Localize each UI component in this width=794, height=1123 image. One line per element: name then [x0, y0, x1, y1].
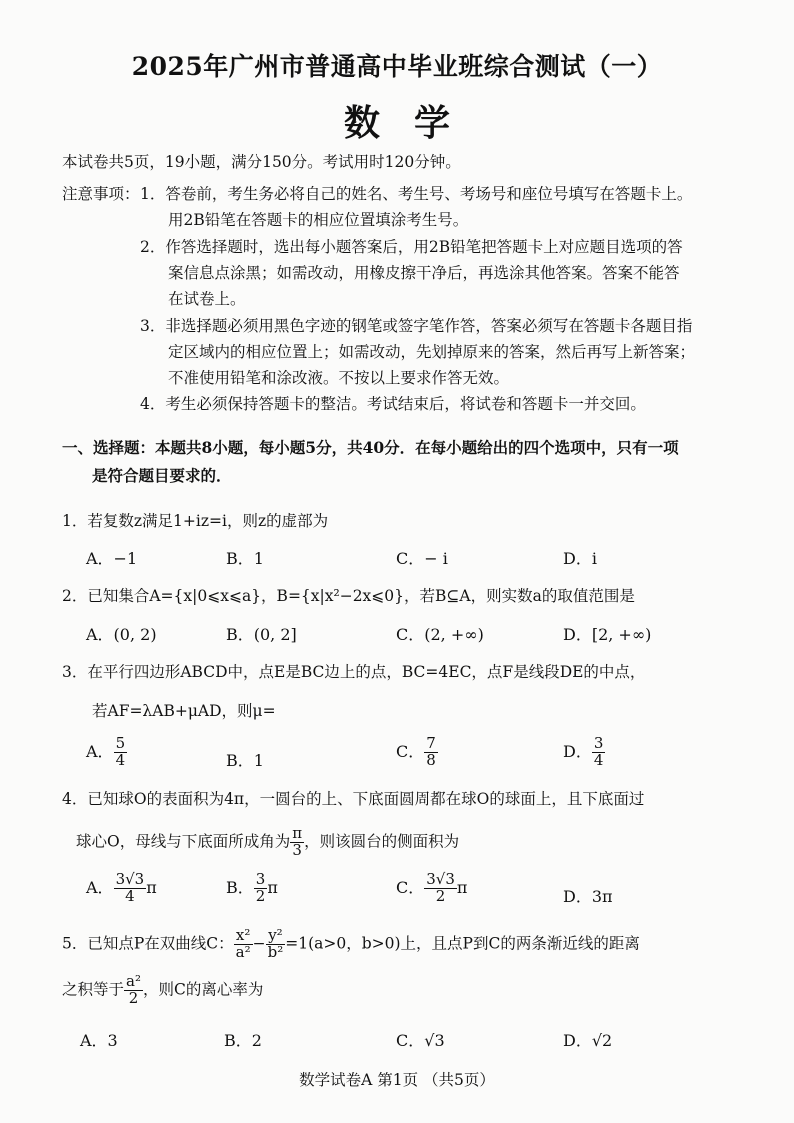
q5-option-a: A．3: [80, 1031, 118, 1050]
exam-intro: 本试卷共5页，19小题，满分150分。考试用时120分钟。: [62, 153, 461, 171]
q1-option-d: D．i: [563, 549, 597, 568]
q2-option-b: B．(0, 2]: [226, 625, 297, 644]
q5-option-c: C．√3: [396, 1031, 445, 1050]
q3-option-b: B．1: [226, 751, 264, 770]
notice-line: 1．答卷前，考生务必将自己的姓名、考生号、考场号和座位号填写在答题卡上。: [140, 185, 693, 203]
section-heading: 一、选择题：本题共8小题，每小题5分，共40分．在每小题给出的四个选项中，只有一项: [62, 438, 679, 457]
notice-line: 定区域内的相应位置上；如需改动，先划掉原来的答案，然后再写上新答案；: [168, 343, 696, 361]
question-3-stem-cont: 若AF=λAB+μAD，则μ=: [92, 702, 276, 720]
q5-option-d: D．√2: [563, 1031, 613, 1050]
q4-option-c: C． $\frac{3√3}{2}$ π: [396, 870, 468, 905]
q4-option-d: D．3π: [563, 887, 613, 906]
notice-line: 不准使用铅笔和涂改液。不按以上要求作答无效。: [168, 369, 510, 387]
question-2-stem: 2．已知集合A={x|0⩽x⩽a}，B={x|x²−2x⩽0}，若B⊆A，则实数a的取值范围是: [62, 587, 635, 605]
q1-option-c: C．− i: [396, 549, 448, 568]
q3-option-c: C． $\frac{7}{8}$: [396, 734, 436, 769]
question-3-stem: 3．在平行四边形ABCD中，点E是BC边上的点，BC=4EC，点F是线段DE的中点，: [62, 663, 646, 681]
subject-heading: 数学: [343, 102, 484, 144]
question-4-stem: 4．已知球O的表面积为4π，一圆台的上、下底面圆周都在球O的球面上，且下底面过: [62, 790, 645, 808]
q4-option-a: A． $\frac{3√3}{4}$ π: [86, 870, 157, 905]
exam-title: 2025年广州市普通高中毕业班综合测试（一）: [131, 52, 663, 81]
notice-line: 用2B铅笔在答题卡的相应位置填涂考生号。: [168, 211, 469, 229]
q2-option-c: C．(2, +∞): [396, 625, 484, 644]
q1-option-b: B．1: [226, 549, 264, 568]
notice-line: 2．作答选择题时，选出每小题答案后，用2B铅笔把答题卡上对应题目选项的答: [140, 238, 683, 256]
q4-option-b: B． $\frac{3}{2}$ π: [226, 870, 278, 905]
q3-option-a: A． $\frac{5}{4}$: [86, 734, 126, 769]
q2-option-d: D．[2, +∞): [563, 625, 652, 644]
notice-line: 在试卷上。: [168, 290, 246, 308]
page-footer: 数学试卷A 第1页 （共5页）: [299, 1071, 495, 1089]
question-5-stem: 5．已知点P在双曲线C： $\frac{\text{x²}}{\text{a²}}$ − $\frac{\text{y²}}{\text{b²}}$ =1(a>0，b>0)上，且点P到C的两条渐近线的距离: [62, 926, 640, 961]
q1-option-a: A．−1: [86, 549, 138, 568]
notice-line: 案信息点涂黑；如需改动，用橡皮擦干净后，再选涂其他答案。答案不能答: [168, 264, 680, 282]
notice-label: 注意事项：: [62, 185, 140, 203]
q2-option-a: A．(0, 2): [86, 625, 157, 644]
notice-line: 4．考生必须保持答题卡的整洁。考试结束后，将试卷和答题卡一并交回。: [140, 395, 646, 413]
question-4-stem-cont: 球心O，母线与下底面所成角为 $\frac{\pi}{3}$ ，则该圆台的侧面积为: [76, 824, 460, 859]
question-5-stem-cont: 之积等于 $\frac{\text{a²}}{2}$ ，则C的离心率为: [62, 972, 264, 1007]
question-1-stem: 1．若复数z满足1+iz=i，则z的虚部为: [62, 512, 329, 530]
q3-option-d: D． $\frac{3}{4}$: [563, 734, 604, 769]
section-heading-cont: 是符合题目要求的．: [92, 466, 232, 485]
notice-line: 3．非选择题必须用黑色字迹的钢笔或签字笔作答，答案必须写在答题卡各题目指: [140, 317, 693, 335]
q5-option-b: B．2: [224, 1031, 262, 1050]
